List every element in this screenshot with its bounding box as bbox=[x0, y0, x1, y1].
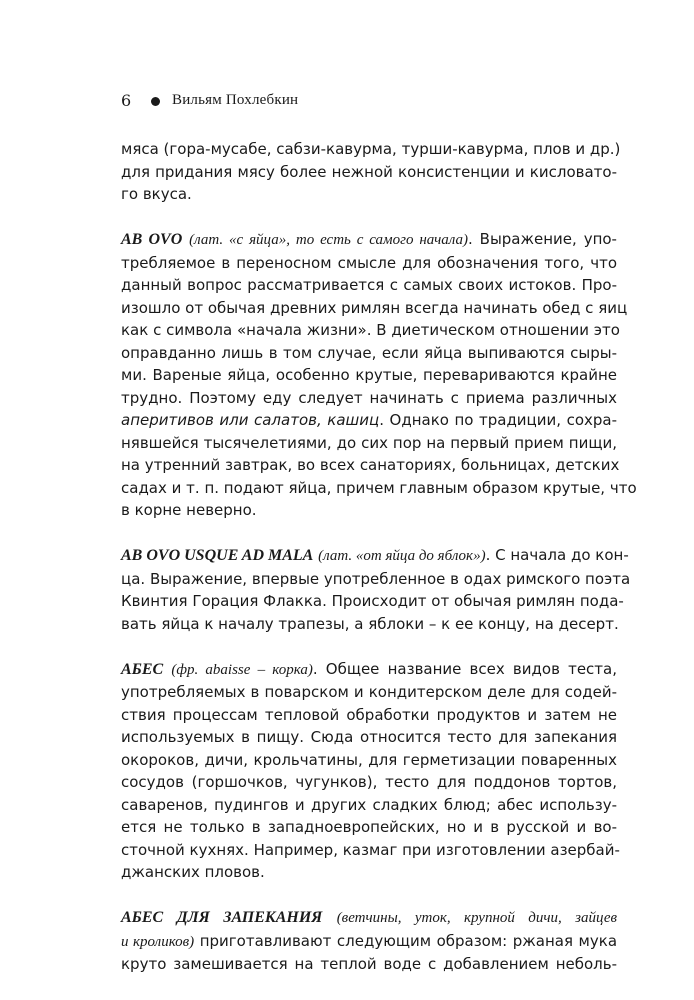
entry-gloss: (лат. «с яйца», то есть с самого начала) bbox=[189, 232, 468, 248]
body-text bbox=[121, 138, 637, 976]
entry-term: АБЕС bbox=[121, 660, 164, 678]
text-line: сточной кухнях. Например, казмаг при изготовлении азербай- bbox=[121, 840, 620, 859]
text-line: джанских пловов. bbox=[121, 863, 265, 881]
entry-ab-ovo-usque-ad-mala bbox=[121, 544, 631, 635]
page-number: 6 bbox=[121, 90, 132, 110]
entry-text: приготавливают следующим образом: ржаная мука bbox=[194, 931, 618, 950]
text-line: оправданно лишь в том случае, если яйца выпиваются сыры- bbox=[121, 343, 617, 362]
paragraph-continuation bbox=[121, 138, 621, 206]
text-line: круто замешивается на теплой воде с добавлением неболь- bbox=[121, 955, 617, 973]
italic-text: ц bbox=[369, 411, 380, 429]
text-line: сосудов (горшочков, чугунков), тесто для поддонов тортов, bbox=[121, 773, 617, 791]
entry-gloss: и кроликов) bbox=[121, 933, 195, 950]
entry-gloss: (лат. «от яйца до яблок») bbox=[318, 548, 486, 564]
entry-first-line bbox=[121, 658, 617, 682]
entry-term: АБЕС ДЛЯ ЗАПЕКАНИЯ bbox=[121, 909, 323, 926]
running-head-author: Вильям Похлебкин bbox=[172, 91, 299, 108]
text-line: ца. Выражение, впервые употребленное в одах римского поэта bbox=[121, 569, 631, 588]
text-line: вать яйца к началу трапезы, а яблоки – к ее концу, на десерт. bbox=[121, 614, 619, 633]
entry-first-line bbox=[121, 906, 617, 930]
text-line: ми. Вареные яйца, особенно крутые, перевариваются крайне bbox=[121, 366, 617, 384]
text-line: употребляемых в поварском и кондитерском деле для содей- bbox=[121, 683, 617, 701]
entry-text: . С начала до кон- bbox=[485, 546, 629, 564]
entry-gloss: (ветчины, уток, крупной дичи, зайцев bbox=[336, 910, 617, 926]
text-line: на утренний завтрак, во всех санаториях, больницах, детских bbox=[121, 456, 620, 474]
text-line: садах и т. п. подают яйца, причем главным образом крутые, что bbox=[121, 478, 637, 497]
text-line: используемых в пищу. Сюда относится тесто для запекания bbox=[121, 728, 617, 746]
text-line: как с символа «начала жизни». В диетическом отношении это bbox=[121, 321, 620, 339]
text-line: в корне неверно. bbox=[121, 501, 257, 519]
entry-text: . Однако по традиции, сохра- bbox=[379, 411, 617, 429]
text-line-italic-mix bbox=[121, 409, 617, 432]
entry-text: . Выражение, упо- bbox=[467, 230, 617, 248]
text-line: окороков, дичи, крольчатины, для герметизации поваренных bbox=[121, 750, 617, 769]
entry-ab-ovo bbox=[121, 228, 637, 522]
entry-first-line bbox=[121, 228, 617, 252]
text-line: изошло от обычая древних римлян всегда начинать обед с яиц bbox=[121, 298, 628, 317]
entry-abes-dlya-zapekaniya bbox=[121, 906, 617, 976]
entry-abes bbox=[121, 658, 620, 884]
entry-term: AB OVO USQUE AD MALA bbox=[121, 547, 314, 564]
text-line: го вкуса. bbox=[121, 185, 192, 203]
entry-first-line bbox=[121, 544, 629, 568]
text-line: ется не только в западноевропейских, но и в русской и во- bbox=[121, 818, 617, 836]
text-line: трудно. Поэтому еду следует начинать с приема различных bbox=[121, 388, 617, 407]
text-line: требляемое в переносном смысле для обозначения того, что bbox=[121, 253, 617, 272]
entry-second-line bbox=[121, 930, 617, 954]
bullet-dot-icon bbox=[151, 97, 160, 106]
text-line: саваренов, пудингов и других сладких блюд; абес использу- bbox=[121, 795, 617, 814]
entry-gloss: (фр. abaisse – корка) bbox=[171, 661, 313, 678]
text-line: для придания мясу более нежной консистенции и кисловато- bbox=[121, 162, 617, 181]
entry-term: AB OVO bbox=[121, 231, 183, 248]
italic-text: аперитивов или салатов, каши bbox=[121, 411, 369, 429]
text-line: ствия процессам тепловой обработки продуктов и затем не bbox=[121, 705, 617, 724]
text-line: нявшейся тысячелетиями, до сих пор на первый прием пищи, bbox=[121, 433, 617, 452]
running-header bbox=[121, 88, 298, 112]
text-line: мяса (гора-мусабе, сабзи-кавурма, турши-кавурма, плов и др.) bbox=[121, 140, 621, 158]
text-line: Квинтия Горация Флакка. Происходит от обычая римлян пода- bbox=[121, 592, 624, 610]
entry-text: . Общее название всех видов теста, bbox=[312, 659, 617, 678]
text-line: данный вопрос рассматривается с самых своих истоков. Про- bbox=[121, 276, 617, 294]
